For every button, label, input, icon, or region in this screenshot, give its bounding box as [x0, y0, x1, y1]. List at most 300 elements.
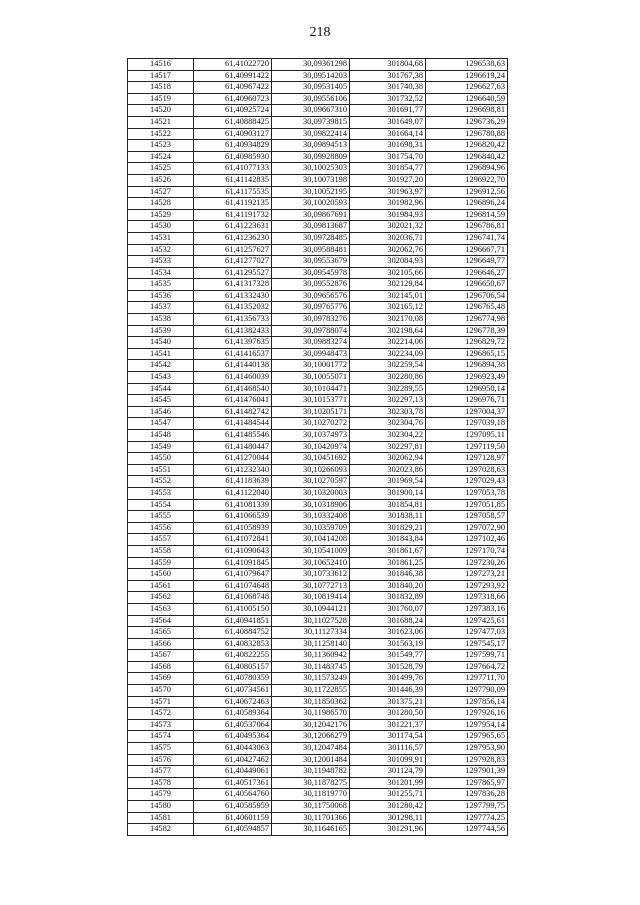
latitude-cell: 61,41352032	[194, 302, 272, 314]
x-coordinate-cell: 301291,96	[350, 824, 426, 836]
table-row	[128, 603, 508, 615]
y-coordinate-cell: 1296814,59	[426, 209, 508, 221]
longitude-cell: 30,09788074	[272, 325, 350, 337]
x-coordinate-cell: 301829,21	[350, 522, 426, 534]
point-number-cell: 14565	[128, 627, 194, 639]
y-coordinate-cell: 1296922,70	[426, 174, 508, 186]
longitude-cell: 30,11819770	[272, 789, 350, 801]
table-row	[128, 360, 508, 372]
y-coordinate-cell: 1297545,17	[426, 638, 508, 650]
x-coordinate-cell: 301861,25	[350, 557, 426, 569]
table-row	[128, 267, 508, 279]
latitude-cell: 61,41183639	[194, 476, 272, 488]
table-row	[128, 244, 508, 256]
table-row	[128, 650, 508, 662]
point-number-cell: 14533	[128, 256, 194, 268]
longitude-cell: 30,11948782	[272, 766, 350, 778]
y-coordinate-cell: 1296896,24	[426, 198, 508, 210]
point-number-cell: 14529	[128, 209, 194, 221]
table-row	[128, 801, 508, 813]
point-number-cell: 14540	[128, 337, 194, 349]
y-coordinate-cell: 1297318,66	[426, 592, 508, 604]
y-coordinate-cell: 1296894,96	[426, 163, 508, 175]
point-number-cell: 14524	[128, 151, 194, 163]
table-row	[128, 627, 508, 639]
longitude-cell: 30,10025303	[272, 163, 350, 175]
latitude-cell: 61,40495364	[194, 731, 272, 743]
longitude-cell: 30,11750068	[272, 801, 350, 813]
x-coordinate-cell: 302145,01	[350, 290, 426, 302]
latitude-cell: 61,40805157	[194, 661, 272, 673]
point-number-cell: 14552	[128, 476, 194, 488]
longitude-cell: 30,10944121	[272, 603, 350, 615]
longitude-cell: 30,10052195	[272, 186, 350, 198]
x-coordinate-cell: 302062,76	[350, 244, 426, 256]
y-coordinate-cell: 1297051,85	[426, 499, 508, 511]
point-number-cell: 14520	[128, 105, 194, 117]
latitude-cell: 61,40594857	[194, 824, 272, 836]
point-number-cell: 14548	[128, 430, 194, 442]
table-row	[128, 569, 508, 581]
longitude-cell: 30,09948473	[272, 348, 350, 360]
latitude-cell: 61,41068748	[194, 592, 272, 604]
table-row	[128, 383, 508, 395]
table-row	[128, 128, 508, 140]
longitude-cell: 30,10104471	[272, 383, 350, 395]
point-number-cell: 14550	[128, 453, 194, 465]
latitude-cell: 61,41485546	[194, 430, 272, 442]
point-number-cell: 14543	[128, 372, 194, 384]
latitude-cell: 61,41236230	[194, 232, 272, 244]
latitude-cell: 61,41440138	[194, 360, 272, 372]
table-row	[128, 557, 508, 569]
point-number-cell: 14526	[128, 174, 194, 186]
table-row	[128, 70, 508, 82]
longitude-cell: 30,10332408	[272, 511, 350, 523]
latitude-cell: 61,40934829	[194, 140, 272, 152]
x-coordinate-cell: 301563,19	[350, 638, 426, 650]
point-number-cell: 14538	[128, 314, 194, 326]
latitude-cell: 61,41476041	[194, 395, 272, 407]
latitude-cell: 61,41257627	[194, 244, 272, 256]
table-row	[128, 337, 508, 349]
y-coordinate-cell: 1297053,78	[426, 487, 508, 499]
latitude-cell: 61,40903127	[194, 128, 272, 140]
x-coordinate-cell: 302304,22	[350, 430, 426, 442]
longitude-cell: 30,09928809	[272, 151, 350, 163]
latitude-cell: 61,41484544	[194, 418, 272, 430]
y-coordinate-cell: 1297953,90	[426, 743, 508, 755]
latitude-cell: 61,41317328	[194, 279, 272, 291]
table-row	[128, 592, 508, 604]
latitude-cell: 61,41192135	[194, 198, 272, 210]
longitude-cell: 30,09667310	[272, 105, 350, 117]
latitude-cell: 61,41077133	[194, 163, 272, 175]
x-coordinate-cell: 301854,81	[350, 499, 426, 511]
latitude-cell: 61,40517361	[194, 777, 272, 789]
latitude-cell: 61,40564760	[194, 789, 272, 801]
x-coordinate-cell: 302304,76	[350, 418, 426, 430]
y-coordinate-cell: 1297028,63	[426, 464, 508, 476]
point-number-cell: 14517	[128, 70, 194, 82]
table-row	[128, 661, 508, 673]
latitude-cell: 61,40941851	[194, 615, 272, 627]
table-row	[128, 279, 508, 291]
y-coordinate-cell: 1296778,39	[426, 325, 508, 337]
table-row	[128, 708, 508, 720]
point-number-cell: 14561	[128, 580, 194, 592]
longitude-cell: 30,10073198	[272, 174, 350, 186]
table-row	[128, 487, 508, 499]
latitude-cell: 61,40780359	[194, 673, 272, 685]
point-number-cell: 14571	[128, 696, 194, 708]
y-coordinate-cell: 1296706,54	[426, 290, 508, 302]
x-coordinate-cell: 302259,54	[350, 360, 426, 372]
longitude-cell: 30,11483745	[272, 661, 350, 673]
x-coordinate-cell: 301840,20	[350, 580, 426, 592]
x-coordinate-cell: 301201,99	[350, 777, 426, 789]
table-row	[128, 395, 508, 407]
latitude-cell: 61,41066539	[194, 511, 272, 523]
table-row	[128, 812, 508, 824]
table-row	[128, 824, 508, 836]
x-coordinate-cell: 302062,94	[350, 453, 426, 465]
latitude-cell: 61,40537064	[194, 719, 272, 731]
longitude-cell: 30,11573249	[272, 673, 350, 685]
x-coordinate-cell: 301174,54	[350, 731, 426, 743]
longitude-cell: 30,09728485	[272, 232, 350, 244]
latitude-cell: 61,41416537	[194, 348, 272, 360]
x-coordinate-cell: 302280,86	[350, 372, 426, 384]
longitude-cell: 30,09783276	[272, 314, 350, 326]
x-coordinate-cell: 301649,07	[350, 116, 426, 128]
table-row	[128, 82, 508, 94]
latitude-cell: 61,40832853	[194, 638, 272, 650]
point-number-cell: 14545	[128, 395, 194, 407]
table-row	[128, 441, 508, 453]
latitude-cell: 61,40672463	[194, 696, 272, 708]
y-coordinate-cell: 1296840,42	[426, 151, 508, 163]
x-coordinate-cell: 301984,93	[350, 209, 426, 221]
longitude-cell: 30,09894513	[272, 140, 350, 152]
point-number-cell: 14556	[128, 522, 194, 534]
x-coordinate-cell: 301664,14	[350, 128, 426, 140]
x-coordinate-cell: 302234,09	[350, 348, 426, 360]
table-row	[128, 372, 508, 384]
latitude-cell: 61,41232340	[194, 464, 272, 476]
x-coordinate-cell: 302289,55	[350, 383, 426, 395]
y-coordinate-cell: 1297965,65	[426, 731, 508, 743]
y-coordinate-cell: 1296820,42	[426, 140, 508, 152]
x-coordinate-cell: 301623,06	[350, 627, 426, 639]
x-coordinate-cell: 301375,21	[350, 696, 426, 708]
longitude-cell: 30,10541009	[272, 545, 350, 557]
longitude-cell: 30,10733612	[272, 569, 350, 581]
longitude-cell: 30,10318906	[272, 499, 350, 511]
longitude-cell: 30,10772713	[272, 580, 350, 592]
point-number-cell: 14547	[128, 418, 194, 430]
y-coordinate-cell: 1296646,27	[426, 267, 508, 279]
point-number-cell: 14573	[128, 719, 194, 731]
longitude-cell: 30,10652410	[272, 557, 350, 569]
longitude-cell: 30,09813687	[272, 221, 350, 233]
x-coordinate-cell: 302170,08	[350, 314, 426, 326]
x-coordinate-cell: 301116,57	[350, 743, 426, 755]
longitude-cell: 30,09361298	[272, 59, 350, 71]
longitude-cell: 30,11722855	[272, 685, 350, 697]
table-row	[128, 302, 508, 314]
latitude-cell: 61,41482742	[194, 406, 272, 418]
latitude-cell: 61,41142835	[194, 174, 272, 186]
y-coordinate-cell: 1297230,26	[426, 557, 508, 569]
latitude-cell: 61,41005150	[194, 603, 272, 615]
longitude-cell: 30,12001484	[272, 754, 350, 766]
longitude-cell: 30,10205171	[272, 406, 350, 418]
x-coordinate-cell: 301255,71	[350, 789, 426, 801]
y-coordinate-cell: 1296774,98	[426, 314, 508, 326]
point-number-cell: 14536	[128, 290, 194, 302]
x-coordinate-cell: 301982,96	[350, 198, 426, 210]
x-coordinate-cell: 302198,64	[350, 325, 426, 337]
x-coordinate-cell: 301838,11	[350, 511, 426, 523]
point-number-cell: 14577	[128, 766, 194, 778]
latitude-cell: 61,41191732	[194, 209, 272, 221]
coordinates-table	[127, 58, 508, 836]
latitude-cell: 61,41022720	[194, 59, 272, 71]
point-number-cell: 14553	[128, 487, 194, 499]
point-number-cell: 14579	[128, 789, 194, 801]
longitude-cell: 30,09883274	[272, 337, 350, 349]
table-row	[128, 418, 508, 430]
point-number-cell: 14535	[128, 279, 194, 291]
longitude-cell: 30,11027528	[272, 615, 350, 627]
x-coordinate-cell: 301691,77	[350, 105, 426, 117]
table-row	[128, 766, 508, 778]
y-coordinate-cell: 1296865,15	[426, 348, 508, 360]
table-row	[128, 105, 508, 117]
x-coordinate-cell: 301221,37	[350, 719, 426, 731]
y-coordinate-cell: 1296894,38	[426, 360, 508, 372]
table-row	[128, 430, 508, 442]
point-number-cell: 14572	[128, 708, 194, 720]
longitude-cell: 30,10359709	[272, 522, 350, 534]
y-coordinate-cell: 1297799,75	[426, 801, 508, 813]
x-coordinate-cell: 301298,11	[350, 812, 426, 824]
y-coordinate-cell: 1296667,71	[426, 244, 508, 256]
latitude-cell: 61,41397635	[194, 337, 272, 349]
x-coordinate-cell: 302129,84	[350, 279, 426, 291]
latitude-cell: 61,40443063	[194, 743, 272, 755]
point-number-cell: 14523	[128, 140, 194, 152]
x-coordinate-cell: 301760,07	[350, 603, 426, 615]
x-coordinate-cell: 301528,79	[350, 661, 426, 673]
point-number-cell: 14569	[128, 673, 194, 685]
y-coordinate-cell: 1296698,81	[426, 105, 508, 117]
y-coordinate-cell: 1296780,88	[426, 128, 508, 140]
longitude-cell: 30,09553679	[272, 256, 350, 268]
point-number-cell: 14570	[128, 685, 194, 697]
latitude-cell: 61,41295527	[194, 267, 272, 279]
y-coordinate-cell: 1297599,71	[426, 650, 508, 662]
longitude-cell: 30,11701366	[272, 812, 350, 824]
latitude-cell: 61,41074648	[194, 580, 272, 592]
point-number-cell: 14531	[128, 232, 194, 244]
point-number-cell: 14530	[128, 221, 194, 233]
x-coordinate-cell: 302023,86	[350, 464, 426, 476]
y-coordinate-cell: 1296619,24	[426, 70, 508, 82]
table-row	[128, 476, 508, 488]
point-number-cell: 14567	[128, 650, 194, 662]
longitude-cell: 30,12047484	[272, 743, 350, 755]
latitude-cell: 61,40884752	[194, 627, 272, 639]
point-number-cell: 14563	[128, 603, 194, 615]
longitude-cell: 30,10001772	[272, 360, 350, 372]
table-row	[128, 673, 508, 685]
longitude-cell: 30,10270272	[272, 418, 350, 430]
x-coordinate-cell: 302297,13	[350, 395, 426, 407]
point-number-cell: 14559	[128, 557, 194, 569]
latitude-cell: 61,40585959	[194, 801, 272, 813]
x-coordinate-cell: 301927,20	[350, 174, 426, 186]
longitude-cell: 30,09545978	[272, 267, 350, 279]
point-number-cell: 14528	[128, 198, 194, 210]
x-coordinate-cell: 301754,70	[350, 151, 426, 163]
table-body	[128, 59, 508, 836]
x-coordinate-cell: 301280,50	[350, 708, 426, 720]
latitude-cell: 61,40601159	[194, 812, 272, 824]
x-coordinate-cell: 302303,78	[350, 406, 426, 418]
point-number-cell: 14578	[128, 777, 194, 789]
table-row	[128, 116, 508, 128]
latitude-cell: 61,40427462	[194, 754, 272, 766]
y-coordinate-cell: 1297865,97	[426, 777, 508, 789]
x-coordinate-cell: 301969,54	[350, 476, 426, 488]
table-row	[128, 685, 508, 697]
x-coordinate-cell: 302297,81	[350, 441, 426, 453]
y-coordinate-cell: 1297128,97	[426, 453, 508, 465]
latitude-cell: 61,41122040	[194, 487, 272, 499]
longitude-cell: 30,09552876	[272, 279, 350, 291]
latitude-cell: 61,41079647	[194, 569, 272, 581]
table-row	[128, 198, 508, 210]
x-coordinate-cell: 301846,38	[350, 569, 426, 581]
table-row	[128, 209, 508, 221]
y-coordinate-cell: 1296736,29	[426, 116, 508, 128]
point-number-cell: 14539	[128, 325, 194, 337]
latitude-cell: 61,41356733	[194, 314, 272, 326]
table-row	[128, 256, 508, 268]
table-row	[128, 615, 508, 627]
table-row	[128, 789, 508, 801]
y-coordinate-cell: 1297039,18	[426, 418, 508, 430]
x-coordinate-cell: 301688,24	[350, 615, 426, 627]
longitude-cell: 30,10270597	[272, 476, 350, 488]
y-coordinate-cell: 1297856,14	[426, 696, 508, 708]
table-row	[128, 406, 508, 418]
x-coordinate-cell: 301549,77	[350, 650, 426, 662]
longitude-cell: 30,10055071	[272, 372, 350, 384]
latitude-cell: 61,40925724	[194, 105, 272, 117]
table-row	[128, 743, 508, 755]
longitude-cell: 30,11127334	[272, 627, 350, 639]
longitude-cell: 30,10420974	[272, 441, 350, 453]
table-row	[128, 93, 508, 105]
point-number-cell: 14574	[128, 731, 194, 743]
point-number-cell: 14575	[128, 743, 194, 755]
point-number-cell: 14564	[128, 615, 194, 627]
y-coordinate-cell: 1296538,63	[426, 59, 508, 71]
x-coordinate-cell: 301900,14	[350, 487, 426, 499]
y-coordinate-cell: 1297836,28	[426, 789, 508, 801]
y-coordinate-cell: 1297170,74	[426, 545, 508, 557]
table-row	[128, 163, 508, 175]
table-row	[128, 348, 508, 360]
longitude-cell: 30,11878275	[272, 777, 350, 789]
y-coordinate-cell: 1297926,16	[426, 708, 508, 720]
x-coordinate-cell: 302214,06	[350, 337, 426, 349]
table-row	[128, 186, 508, 198]
point-number-cell: 14527	[128, 186, 194, 198]
latitude-cell: 61,41081339	[194, 499, 272, 511]
longitude-cell: 30,11258140	[272, 638, 350, 650]
y-coordinate-cell: 1297058,57	[426, 511, 508, 523]
table-row	[128, 453, 508, 465]
y-coordinate-cell: 1296650,67	[426, 279, 508, 291]
longitude-cell: 30,10451692	[272, 453, 350, 465]
table-row	[128, 325, 508, 337]
y-coordinate-cell: 1297004,37	[426, 406, 508, 418]
table-row	[128, 777, 508, 789]
latitude-cell: 61,41090643	[194, 545, 272, 557]
point-number-cell: 14581	[128, 812, 194, 824]
point-number-cell: 14582	[128, 824, 194, 836]
y-coordinate-cell: 1297954,14	[426, 719, 508, 731]
table-row	[128, 545, 508, 557]
longitude-cell: 30,09739815	[272, 116, 350, 128]
y-coordinate-cell: 1297901,39	[426, 766, 508, 778]
longitude-cell: 30,11360942	[272, 650, 350, 662]
page-number: 218	[309, 25, 331, 40]
longitude-cell: 30,11646165	[272, 824, 350, 836]
x-coordinate-cell: 301740,38	[350, 82, 426, 94]
y-coordinate-cell: 1297928,83	[426, 754, 508, 766]
table-row	[128, 754, 508, 766]
table-row	[128, 232, 508, 244]
point-number-cell: 14555	[128, 511, 194, 523]
table-row	[128, 221, 508, 233]
x-coordinate-cell: 301861,67	[350, 545, 426, 557]
y-coordinate-cell: 1296923,49	[426, 372, 508, 384]
x-coordinate-cell: 301280,42	[350, 801, 426, 813]
longitude-cell: 30,10374973	[272, 430, 350, 442]
longitude-cell: 30,09531405	[272, 82, 350, 94]
point-number-cell: 14558	[128, 545, 194, 557]
latitude-cell: 61,41277027	[194, 256, 272, 268]
y-coordinate-cell: 1297119,50	[426, 441, 508, 453]
y-coordinate-cell: 1297790,09	[426, 685, 508, 697]
x-coordinate-cell: 302165,12	[350, 302, 426, 314]
longitude-cell: 30,11986570	[272, 708, 350, 720]
y-coordinate-cell: 1297293,92	[426, 580, 508, 592]
y-coordinate-cell: 1297383,16	[426, 603, 508, 615]
point-number-cell: 14549	[128, 441, 194, 453]
point-number-cell: 14557	[128, 534, 194, 546]
longitude-cell: 30,10153771	[272, 395, 350, 407]
x-coordinate-cell: 301963,97	[350, 186, 426, 198]
x-coordinate-cell: 301099,91	[350, 754, 426, 766]
longitude-cell: 30,09588481	[272, 244, 350, 256]
latitude-cell: 61,41468540	[194, 383, 272, 395]
